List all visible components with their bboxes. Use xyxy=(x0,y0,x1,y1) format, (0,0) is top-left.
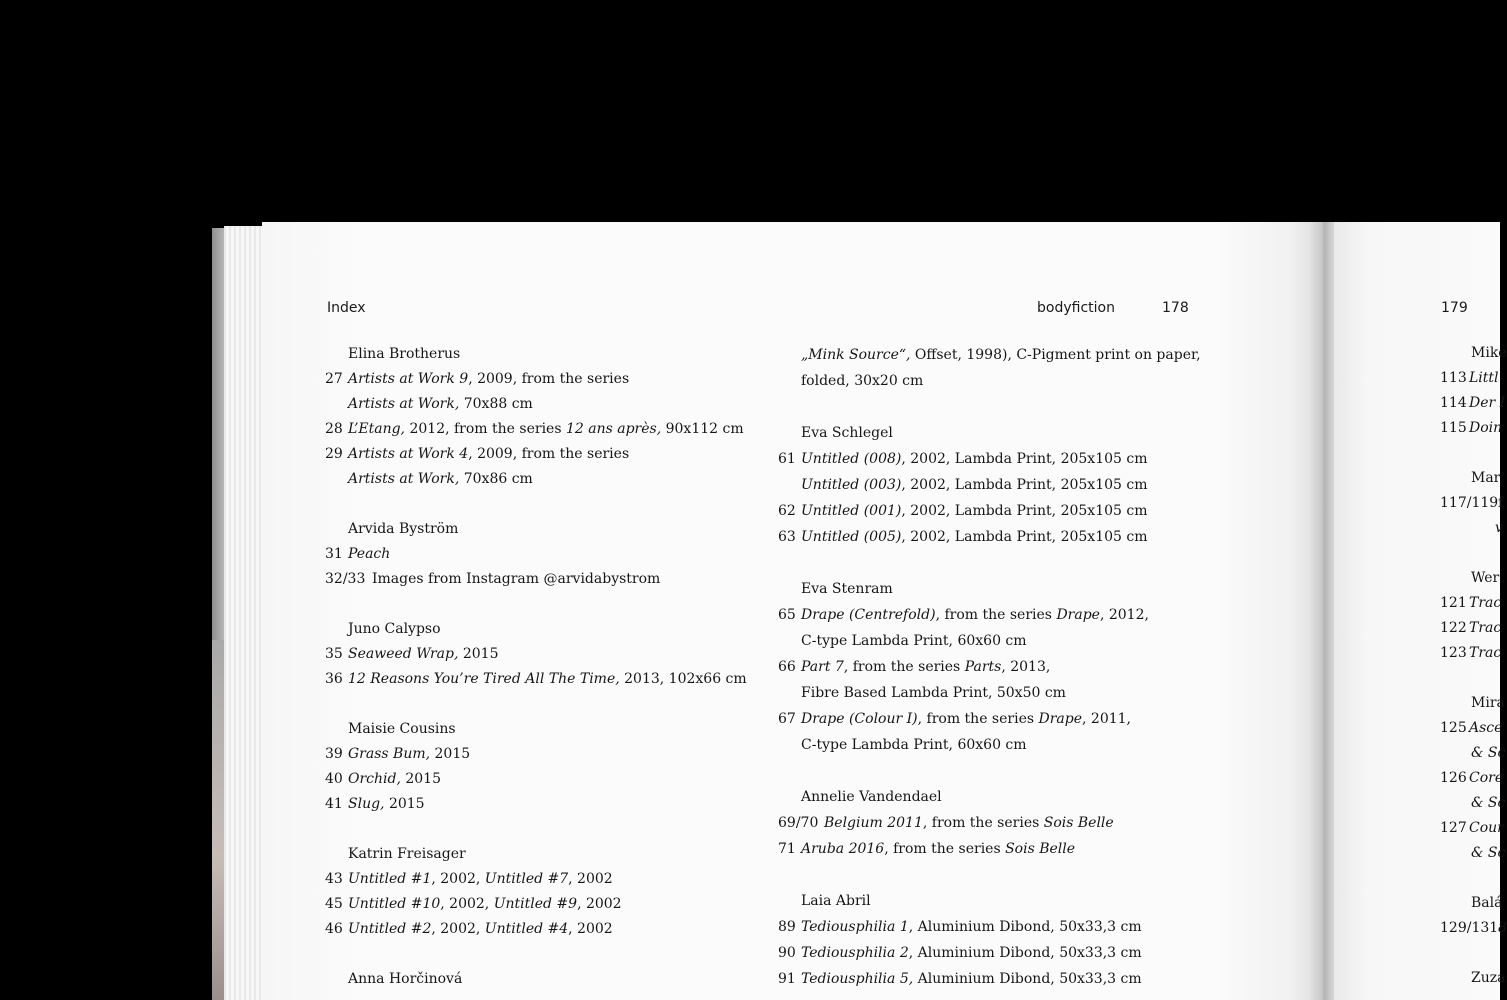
entry-text xyxy=(372,567,660,592)
index-entry xyxy=(778,524,1198,550)
entry-text xyxy=(801,524,1147,550)
work-details: , 2002 xyxy=(577,896,622,912)
page-number: 28 xyxy=(325,421,343,437)
index-entry xyxy=(778,732,1198,758)
entry-text xyxy=(348,642,499,667)
entry-text xyxy=(801,628,1027,654)
entry-text: Trac xyxy=(1469,645,1502,661)
left-index-column xyxy=(325,342,745,992)
entry-text xyxy=(348,442,629,467)
index-entry xyxy=(778,342,1201,368)
work-details: , 2012, xyxy=(1099,607,1149,623)
work-title: Artists at Work 4 xyxy=(348,446,469,462)
page-number: 65 xyxy=(778,607,796,623)
work-details: 70x86 cm xyxy=(459,471,533,487)
index-entry xyxy=(778,966,1198,992)
artist-name-text: Katrin Freisager xyxy=(348,846,466,862)
page-number: 31 xyxy=(325,546,343,562)
work-title: Drape (Centrefold) xyxy=(801,607,936,623)
entry-text xyxy=(348,917,613,942)
artist-name xyxy=(325,342,745,367)
entry-text xyxy=(801,914,1142,940)
page-number: 67 xyxy=(778,711,796,727)
index-entry xyxy=(778,940,1198,966)
entry-text: Trac xyxy=(1469,620,1502,636)
work-details: , 2002 xyxy=(568,921,613,937)
entry-text: 8 xyxy=(1498,920,1507,936)
entry-text xyxy=(801,732,1027,758)
index-entry xyxy=(325,467,745,492)
entry-text: v xyxy=(1495,520,1503,536)
work-details: 2015 xyxy=(458,646,499,662)
work-details: , from the series xyxy=(843,659,965,675)
page-edge-photo xyxy=(212,640,224,1000)
page-number: 27 xyxy=(325,371,343,387)
entry-text xyxy=(348,367,629,392)
work-title: „Mink Source“, xyxy=(801,347,911,363)
entry-text: Mira xyxy=(1471,695,1505,711)
page-number: 114 xyxy=(1440,395,1467,411)
work-title: Tediousphilia 5, xyxy=(801,971,914,987)
entry-text: Asce xyxy=(1469,720,1503,736)
page-number: 63 xyxy=(778,529,796,545)
page-number: 43 xyxy=(325,871,343,887)
index-entry xyxy=(778,836,1198,862)
work-details: Offset, 1998), C-Pigment print on paper, xyxy=(910,347,1201,363)
entry-text: Der I xyxy=(1469,395,1506,411)
blank-line xyxy=(778,550,1198,576)
page-number: 36 xyxy=(325,671,343,687)
entry-text xyxy=(801,446,1147,472)
work-details: , 2002, Lambda Print, 205x105 cm xyxy=(901,451,1148,467)
work-details: , 2009, from the series xyxy=(468,371,630,387)
work-title: Artists at Work, xyxy=(348,471,460,487)
entry-text: Mike xyxy=(1471,345,1507,361)
blank-line xyxy=(325,592,745,617)
work-title: Sois Belle xyxy=(1043,815,1114,831)
artist-name-text: Elina Brotherus xyxy=(348,346,461,362)
work-details: , 2002, xyxy=(431,871,485,887)
entry-text: Mar xyxy=(1471,470,1501,486)
index-entry xyxy=(325,392,745,417)
page-number: 123 xyxy=(1440,645,1467,661)
work-details: , 2013, xyxy=(1001,659,1051,675)
book-gutter xyxy=(1310,222,1336,1000)
entry-text xyxy=(348,792,425,817)
page-number: 127 xyxy=(1440,820,1467,836)
work-title: Untitled #7 xyxy=(484,871,569,887)
index-entry xyxy=(325,542,745,567)
entry-text: Balá xyxy=(1471,895,1503,911)
artist-name xyxy=(778,888,1198,914)
work-title: L’Etang, xyxy=(348,421,406,437)
right-page-number: 179 xyxy=(1441,300,1468,316)
work-details: , Aluminium Dibond, 50x33,3 cm xyxy=(908,919,1142,935)
work-title: Sois Belle xyxy=(1005,841,1076,857)
work-details: , 2002, Lambda Print, 205x105 cm xyxy=(901,503,1148,519)
entry-text: Doin xyxy=(1469,420,1503,436)
page-number: 46 xyxy=(325,921,343,937)
page-number: 91 xyxy=(778,971,796,987)
page-number: 29 xyxy=(325,446,343,462)
index-entry xyxy=(778,368,1198,394)
work-title: Drape xyxy=(1056,607,1100,623)
artist-name xyxy=(778,576,1198,602)
work-details: Aluminium Dibond, 50x33,3 cm xyxy=(913,971,1142,987)
work-details: 2015 xyxy=(384,796,425,812)
index-entry xyxy=(778,602,1198,628)
blank-line xyxy=(325,692,745,717)
work-title: Orchid, xyxy=(348,771,401,787)
work-title: Untitled #10 xyxy=(348,896,441,912)
work-title: Drape (Colour I) xyxy=(801,711,918,727)
entry-text xyxy=(801,706,1131,732)
entry-text: & Sc xyxy=(1471,745,1506,761)
page-number: 115 xyxy=(1440,420,1467,436)
entry-text xyxy=(348,667,747,692)
page-number: 125 xyxy=(1440,720,1467,736)
work-details: 2013, 102x66 cm xyxy=(619,671,747,687)
page-number: 35 xyxy=(325,646,343,662)
page-number: 69/70 xyxy=(778,815,819,831)
page-number: 61 xyxy=(778,451,796,467)
work-details: C-type Lambda Print, 60x60 cm xyxy=(801,737,1027,753)
book-title: bodyfiction xyxy=(1037,300,1115,316)
page-number: 62 xyxy=(778,503,796,519)
entry-text xyxy=(801,654,1050,680)
left-page-number: 178 xyxy=(1162,300,1189,316)
work-title: Aruba 2016 xyxy=(801,841,885,857)
work-title: Untitled (001) xyxy=(801,503,902,519)
work-title: Untitled (008) xyxy=(801,451,902,467)
page-number: 126 xyxy=(1440,770,1467,786)
work-details: , 2002, xyxy=(440,896,494,912)
artist-name xyxy=(325,967,745,992)
blank-line xyxy=(325,492,745,517)
entry-text xyxy=(348,867,613,892)
page-number: 129/131 xyxy=(1440,920,1499,936)
artist-name-text: Anna Horčinová xyxy=(348,971,463,987)
entry-text: & Sc xyxy=(1471,795,1506,811)
artist-name-text: Eva Stenram xyxy=(801,581,893,597)
work-title: Untitled (005) xyxy=(801,529,902,545)
middle-index-column xyxy=(778,342,1201,992)
work-title: Slug, xyxy=(348,796,385,812)
page-number: 117/119 xyxy=(1440,495,1499,511)
page-number: 45 xyxy=(325,896,343,912)
entry-text xyxy=(348,742,470,767)
artist-name xyxy=(325,517,745,542)
work-title: Artists at Work 9 xyxy=(348,371,469,387)
artist-name xyxy=(778,420,1198,446)
work-title: Untitled #4 xyxy=(484,921,569,937)
work-title: Untitled #1 xyxy=(348,871,432,887)
work-details: , Aluminium Dibond, 50x33,3 cm xyxy=(908,945,1142,961)
work-title: 12 ans après, xyxy=(565,421,662,437)
entry-text: f xyxy=(1498,495,1504,511)
work-details: Images from Instagram @arvidabystrom xyxy=(372,571,661,587)
entry-text: Wer xyxy=(1471,570,1500,586)
artist-name-text: Maisie Cousins xyxy=(348,721,456,737)
page-number: 39 xyxy=(325,746,343,762)
blank-line xyxy=(778,862,1198,888)
entry-text: Cour xyxy=(1469,820,1504,836)
entry-text xyxy=(801,472,1147,498)
index-entry xyxy=(325,642,745,667)
artist-name xyxy=(778,784,1198,810)
entry-text xyxy=(801,498,1147,524)
work-title: Peach xyxy=(348,546,391,562)
artist-name-text: Annelie Vandendael xyxy=(801,789,942,805)
page-number: 89 xyxy=(778,919,796,935)
blank-line xyxy=(778,394,1198,420)
page-number: 121 xyxy=(1440,595,1467,611)
index-entry xyxy=(778,498,1198,524)
entry-text: Trac xyxy=(1469,595,1502,611)
entry-text: & Sc xyxy=(1471,845,1506,861)
work-title: Untitled #9 xyxy=(493,896,578,912)
work-details: 2012, from the series xyxy=(405,421,566,437)
artist-name-text: Eva Schlegel xyxy=(801,425,893,441)
work-details: folded, 30x20 cm xyxy=(801,373,924,389)
index-entry xyxy=(325,667,745,692)
artist-name xyxy=(325,617,745,642)
index-entry xyxy=(325,892,745,917)
work-details: , 2002 xyxy=(568,871,613,887)
artist-name xyxy=(325,717,745,742)
work-details: 2015 xyxy=(400,771,442,787)
blank-line xyxy=(778,758,1198,784)
entry-text xyxy=(348,542,390,567)
work-details: , 2002, Lambda Print, 205x105 cm xyxy=(901,529,1148,545)
work-details: 2015 xyxy=(430,746,471,762)
index-entry xyxy=(325,767,745,792)
entry-text xyxy=(824,810,1114,836)
entry-text xyxy=(801,342,1201,368)
artist-name-text: Juno Calypso xyxy=(348,621,441,637)
index-entry xyxy=(325,417,745,442)
entry-text xyxy=(801,602,1149,628)
work-title: Parts xyxy=(964,659,1002,675)
index-entry xyxy=(325,792,745,817)
work-title: Grass Bum, xyxy=(348,746,431,762)
index-entry xyxy=(325,567,745,592)
index-entry xyxy=(778,628,1198,654)
blank-line xyxy=(325,942,745,967)
index-entry xyxy=(778,706,1198,732)
right-page xyxy=(1334,222,1507,1000)
work-title: Untitled (003) xyxy=(801,477,902,493)
page-number: 66 xyxy=(778,659,796,675)
page-number: 122 xyxy=(1440,620,1467,636)
entry-text: Zuza xyxy=(1471,970,1506,986)
work-details: , 2009, from the series xyxy=(468,446,630,462)
entry-text xyxy=(348,392,533,417)
page-number: 32/33 xyxy=(325,571,366,587)
work-title: Untitled #2 xyxy=(348,921,432,937)
page-number: 90 xyxy=(778,945,796,961)
entry-text xyxy=(801,940,1142,966)
entry-text xyxy=(348,892,622,917)
entry-text: Littl xyxy=(1469,370,1499,386)
entry-text xyxy=(348,767,441,792)
work-title: Drape xyxy=(1038,711,1083,727)
index-entry xyxy=(778,914,1198,940)
work-details: 90x112 cm xyxy=(661,421,744,437)
work-title: 12 Reasons You’re Tired All The Time, xyxy=(348,671,620,687)
entry-text xyxy=(348,417,744,442)
work-title: Tediousphilia 2 xyxy=(801,945,909,961)
work-details: , from the series xyxy=(884,841,1006,857)
index-entry xyxy=(778,472,1198,498)
artist-name-text: Arvida Byström xyxy=(348,521,459,537)
entry-text xyxy=(801,680,1066,706)
index-entry xyxy=(325,917,745,942)
work-details: , from the series xyxy=(935,607,1057,623)
work-details: C-type Lambda Print, 60x60 cm xyxy=(801,633,1027,649)
work-title: Part 7 xyxy=(801,659,844,675)
index-entry xyxy=(325,367,745,392)
entry-text xyxy=(348,467,533,492)
artist-name xyxy=(325,842,745,867)
page-number: 113 xyxy=(1440,370,1467,386)
index-entry xyxy=(325,867,745,892)
page-number: 41 xyxy=(325,796,343,812)
work-details: , from the series xyxy=(917,711,1039,727)
entry-text xyxy=(801,966,1142,992)
entry-text: Core xyxy=(1469,770,1504,786)
work-details: , 2002, Lambda Print, 205x105 cm xyxy=(901,477,1148,493)
running-head-left: Index xyxy=(327,300,366,316)
index-entry xyxy=(778,446,1198,472)
page-stack-edge xyxy=(224,226,264,1000)
index-entry xyxy=(325,742,745,767)
artist-name-text: Laia Abril xyxy=(801,893,871,909)
work-details: , from the series xyxy=(922,815,1044,831)
work-title: Belgium 2011 xyxy=(824,815,923,831)
work-title: Tediousphilia 1 xyxy=(801,919,909,935)
work-details: 70x88 cm xyxy=(459,396,533,412)
entry-text xyxy=(801,836,1075,862)
page-number: 40 xyxy=(325,771,343,787)
work-details: Fibre Based Lambda Print, 50x50 cm xyxy=(801,685,1066,701)
entry-text xyxy=(801,368,923,394)
page-number: 71 xyxy=(778,841,796,857)
work-details: , 2011, xyxy=(1082,711,1131,727)
work-title: Artists at Work, xyxy=(348,396,460,412)
blank-line xyxy=(325,817,745,842)
index-entry xyxy=(778,654,1198,680)
index-entry xyxy=(778,680,1198,706)
index-entry xyxy=(325,442,745,467)
work-details: , 2002, xyxy=(431,921,485,937)
index-entry xyxy=(778,810,1198,836)
work-title: Seaweed Wrap, xyxy=(348,646,459,662)
